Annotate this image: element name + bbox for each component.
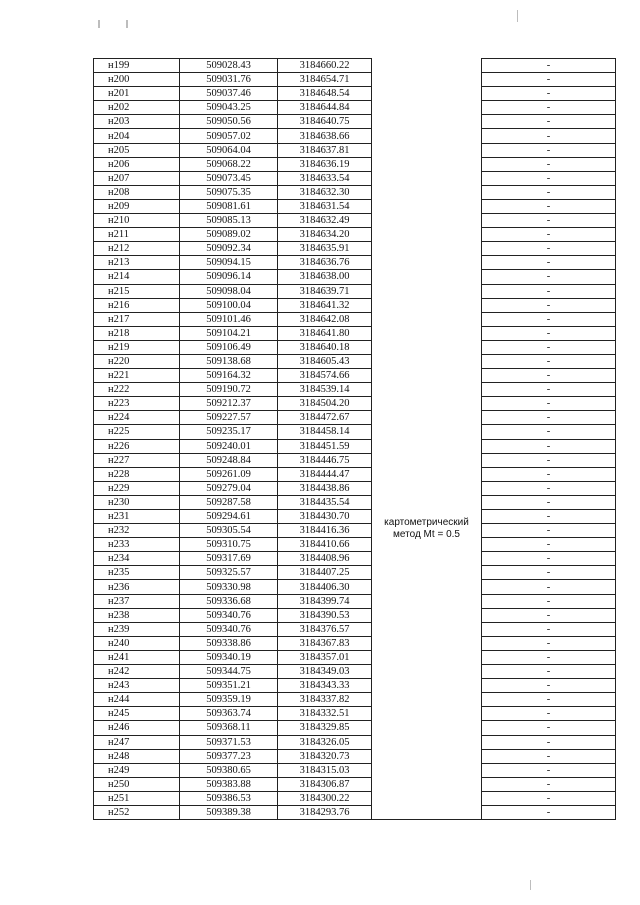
- table-row: [94, 510, 616, 524]
- x-coordinate-cell: 509096.14: [180, 270, 278, 284]
- y-coordinate-cell: 3184574.66: [278, 369, 372, 383]
- table-row: [94, 270, 616, 284]
- note-cell: -: [482, 524, 616, 538]
- x-coordinate-cell: 509336.68: [180, 594, 278, 608]
- table-row: [94, 650, 616, 664]
- x-coordinate-cell: 509085.13: [180, 214, 278, 228]
- note-cell: -: [482, 467, 616, 481]
- note-cell: -: [482, 73, 616, 87]
- table-row: [94, 538, 616, 552]
- y-coordinate-cell: 3184504.20: [278, 397, 372, 411]
- note-cell: -: [482, 552, 616, 566]
- point-number-cell: н230: [94, 495, 180, 509]
- note-cell: -: [482, 594, 616, 608]
- note-cell: -: [482, 59, 616, 73]
- y-coordinate-cell: 3184444.47: [278, 467, 372, 481]
- point-number-cell: н249: [94, 763, 180, 777]
- x-coordinate-cell: 509092.34: [180, 242, 278, 256]
- x-coordinate-cell: 509359.19: [180, 693, 278, 707]
- point-number-cell: н243: [94, 679, 180, 693]
- note-cell: -: [482, 326, 616, 340]
- x-coordinate-cell: 509340.76: [180, 608, 278, 622]
- y-coordinate-cell: 3184446.75: [278, 453, 372, 467]
- table-row: [94, 763, 616, 777]
- x-coordinate-cell: 509351.21: [180, 679, 278, 693]
- note-cell: -: [482, 115, 616, 129]
- y-coordinate-cell: 3184300.22: [278, 791, 372, 805]
- y-coordinate-cell: 3184648.54: [278, 87, 372, 101]
- table-row: [94, 679, 616, 693]
- x-coordinate-cell: 509383.88: [180, 777, 278, 791]
- table-row: [94, 87, 616, 101]
- x-coordinate-cell: 509073.45: [180, 171, 278, 185]
- scan-artifact: [530, 880, 531, 890]
- table-row: [94, 467, 616, 481]
- x-coordinate-cell: 509340.19: [180, 650, 278, 664]
- point-number-cell: н217: [94, 312, 180, 326]
- note-cell: -: [482, 679, 616, 693]
- point-number-cell: н233: [94, 538, 180, 552]
- y-coordinate-cell: 3184638.00: [278, 270, 372, 284]
- note-cell: -: [482, 608, 616, 622]
- x-coordinate-cell: 509363.74: [180, 707, 278, 721]
- point-number-cell: н202: [94, 101, 180, 115]
- note-cell: -: [482, 791, 616, 805]
- table-row: [94, 524, 616, 538]
- table-row: [94, 157, 616, 171]
- x-coordinate-cell: 509212.37: [180, 397, 278, 411]
- y-coordinate-cell: 3184315.03: [278, 763, 372, 777]
- x-coordinate-cell: 509064.04: [180, 143, 278, 157]
- y-coordinate-cell: 3184407.25: [278, 566, 372, 580]
- y-coordinate-cell: 3184435.54: [278, 495, 372, 509]
- point-number-cell: н245: [94, 707, 180, 721]
- note-cell: -: [482, 199, 616, 213]
- x-coordinate-cell: 509028.43: [180, 59, 278, 73]
- scan-artifact: [126, 20, 128, 28]
- point-number-cell: н234: [94, 552, 180, 566]
- table-row: [94, 185, 616, 199]
- method-note-cell: [372, 59, 482, 820]
- scan-artifact: [517, 10, 518, 22]
- x-coordinate-cell: 509340.76: [180, 622, 278, 636]
- point-number-cell: н200: [94, 73, 180, 87]
- x-coordinate-cell: 509261.09: [180, 467, 278, 481]
- table-row: [94, 608, 616, 622]
- x-coordinate-cell: 509287.58: [180, 495, 278, 509]
- table-row: [94, 242, 616, 256]
- point-number-cell: н206: [94, 157, 180, 171]
- point-number-cell: н244: [94, 693, 180, 707]
- x-coordinate-cell: 509075.35: [180, 185, 278, 199]
- note-cell: -: [482, 538, 616, 552]
- y-coordinate-cell: 3184451.59: [278, 439, 372, 453]
- point-number-cell: н216: [94, 298, 180, 312]
- note-cell: -: [482, 171, 616, 185]
- note-cell: -: [482, 665, 616, 679]
- table-row: [94, 495, 616, 509]
- table-row: [94, 214, 616, 228]
- x-coordinate-cell: 509325.57: [180, 566, 278, 580]
- point-number-cell: н207: [94, 171, 180, 185]
- note-cell: -: [482, 510, 616, 524]
- y-coordinate-cell: 3184293.76: [278, 805, 372, 819]
- point-number-cell: н231: [94, 510, 180, 524]
- table-row: [94, 129, 616, 143]
- table-row: [94, 199, 616, 213]
- y-coordinate-cell: 3184472.67: [278, 411, 372, 425]
- table-row: [94, 411, 616, 425]
- scan-artifact: [98, 20, 100, 28]
- table-row: [94, 369, 616, 383]
- y-coordinate-cell: 3184660.22: [278, 59, 372, 73]
- x-coordinate-cell: 509227.57: [180, 411, 278, 425]
- note-cell: -: [482, 143, 616, 157]
- x-coordinate-cell: 509043.25: [180, 101, 278, 115]
- y-coordinate-cell: 3184632.30: [278, 185, 372, 199]
- note-cell: -: [482, 101, 616, 115]
- x-coordinate-cell: 509104.21: [180, 326, 278, 340]
- y-coordinate-cell: 3184654.71: [278, 73, 372, 87]
- point-number-cell: н240: [94, 636, 180, 650]
- x-coordinate-cell: 509068.22: [180, 157, 278, 171]
- point-number-cell: н203: [94, 115, 180, 129]
- table-row: [94, 791, 616, 805]
- note-cell: -: [482, 425, 616, 439]
- table-row: [94, 383, 616, 397]
- note-cell: -: [482, 256, 616, 270]
- point-number-cell: н237: [94, 594, 180, 608]
- x-coordinate-cell: 509164.32: [180, 369, 278, 383]
- y-coordinate-cell: 3184416.36: [278, 524, 372, 538]
- table-row: [94, 749, 616, 763]
- note-cell: -: [482, 481, 616, 495]
- x-coordinate-cell: 509386.53: [180, 791, 278, 805]
- point-number-cell: н212: [94, 242, 180, 256]
- note-cell: -: [482, 439, 616, 453]
- y-coordinate-cell: 3184642.08: [278, 312, 372, 326]
- point-number-cell: н247: [94, 735, 180, 749]
- x-coordinate-cell: 509371.53: [180, 735, 278, 749]
- x-coordinate-cell: 509100.04: [180, 298, 278, 312]
- y-coordinate-cell: 3184390.53: [278, 608, 372, 622]
- x-coordinate-cell: 509057.02: [180, 129, 278, 143]
- point-number-cell: н246: [94, 721, 180, 735]
- note-cell: -: [482, 383, 616, 397]
- y-coordinate-cell: 3184367.83: [278, 636, 372, 650]
- method-note-line2: метод Mt = 0.5: [393, 528, 460, 540]
- y-coordinate-cell: 3184320.73: [278, 749, 372, 763]
- table-row: [94, 594, 616, 608]
- table-row: [94, 101, 616, 115]
- note-cell: -: [482, 411, 616, 425]
- point-number-cell: н221: [94, 369, 180, 383]
- y-coordinate-cell: 3184332.51: [278, 707, 372, 721]
- note-cell: -: [482, 340, 616, 354]
- point-number-cell: н218: [94, 326, 180, 340]
- table-row: [94, 453, 616, 467]
- y-coordinate-cell: 3184406.30: [278, 580, 372, 594]
- note-cell: -: [482, 369, 616, 383]
- y-coordinate-cell: 3184640.75: [278, 115, 372, 129]
- y-coordinate-cell: 3184408.96: [278, 552, 372, 566]
- x-coordinate-cell: 509089.02: [180, 228, 278, 242]
- note-cell: -: [482, 270, 616, 284]
- table-row: [94, 171, 616, 185]
- table-row: [94, 580, 616, 594]
- note-cell: -: [482, 185, 616, 199]
- x-coordinate-cell: 509081.61: [180, 199, 278, 213]
- x-coordinate-cell: 509330.98: [180, 580, 278, 594]
- x-coordinate-cell: 509138.68: [180, 354, 278, 368]
- point-number-cell: н248: [94, 749, 180, 763]
- x-coordinate-cell: 509294.61: [180, 510, 278, 524]
- y-coordinate-cell: 3184633.54: [278, 171, 372, 185]
- point-number-cell: н241: [94, 650, 180, 664]
- point-number-cell: н215: [94, 284, 180, 298]
- point-number-cell: н232: [94, 524, 180, 538]
- point-number-cell: н208: [94, 185, 180, 199]
- point-number-cell: н220: [94, 354, 180, 368]
- table-row: [94, 439, 616, 453]
- note-cell: -: [482, 312, 616, 326]
- y-coordinate-cell: 3184636.19: [278, 157, 372, 171]
- point-number-cell: н227: [94, 453, 180, 467]
- table-row: [94, 636, 616, 650]
- y-coordinate-cell: 3184357.01: [278, 650, 372, 664]
- note-cell: -: [482, 228, 616, 242]
- y-coordinate-cell: 3184634.20: [278, 228, 372, 242]
- point-number-cell: н229: [94, 481, 180, 495]
- table-row: [94, 777, 616, 791]
- note-cell: -: [482, 214, 616, 228]
- note-cell: -: [482, 693, 616, 707]
- x-coordinate-cell: 509279.04: [180, 481, 278, 495]
- y-coordinate-cell: 3184337.82: [278, 693, 372, 707]
- point-number-cell: н252: [94, 805, 180, 819]
- x-coordinate-cell: 509106.49: [180, 340, 278, 354]
- coordinates-table: [93, 58, 616, 820]
- point-number-cell: н242: [94, 665, 180, 679]
- table-row: [94, 566, 616, 580]
- x-coordinate-cell: 509389.38: [180, 805, 278, 819]
- y-coordinate-cell: 3184376.57: [278, 622, 372, 636]
- y-coordinate-cell: 3184641.80: [278, 326, 372, 340]
- table-row: [94, 340, 616, 354]
- note-cell: -: [482, 129, 616, 143]
- note-cell: -: [482, 622, 616, 636]
- table-row: [94, 59, 616, 73]
- point-number-cell: н210: [94, 214, 180, 228]
- y-coordinate-cell: 3184641.32: [278, 298, 372, 312]
- y-coordinate-cell: 3184410.66: [278, 538, 372, 552]
- note-cell: -: [482, 721, 616, 735]
- point-number-cell: н228: [94, 467, 180, 481]
- table-row: [94, 665, 616, 679]
- method-note-line1: картометрический: [384, 516, 469, 528]
- point-number-cell: н219: [94, 340, 180, 354]
- point-number-cell: н205: [94, 143, 180, 157]
- note-cell: -: [482, 284, 616, 298]
- note-cell: -: [482, 354, 616, 368]
- note-cell: -: [482, 566, 616, 580]
- y-coordinate-cell: 3184636.76: [278, 256, 372, 270]
- point-number-cell: н251: [94, 791, 180, 805]
- x-coordinate-cell: 509368.11: [180, 721, 278, 735]
- point-number-cell: н222: [94, 383, 180, 397]
- table-row: [94, 256, 616, 270]
- y-coordinate-cell: 3184640.18: [278, 340, 372, 354]
- note-cell: -: [482, 495, 616, 509]
- note-cell: -: [482, 777, 616, 791]
- y-coordinate-cell: 3184306.87: [278, 777, 372, 791]
- point-number-cell: н236: [94, 580, 180, 594]
- note-cell: -: [482, 735, 616, 749]
- note-cell: -: [482, 707, 616, 721]
- point-number-cell: н239: [94, 622, 180, 636]
- table-row: [94, 73, 616, 87]
- note-cell: -: [482, 580, 616, 594]
- table-row: [94, 298, 616, 312]
- point-number-cell: н204: [94, 129, 180, 143]
- point-number-cell: н250: [94, 777, 180, 791]
- x-coordinate-cell: 509305.54: [180, 524, 278, 538]
- note-cell: -: [482, 453, 616, 467]
- x-coordinate-cell: 509310.75: [180, 538, 278, 552]
- table-row: [94, 805, 616, 819]
- y-coordinate-cell: 3184349.03: [278, 665, 372, 679]
- note-cell: -: [482, 805, 616, 819]
- point-number-cell: н209: [94, 199, 180, 213]
- y-coordinate-cell: 3184635.91: [278, 242, 372, 256]
- table-row: [94, 284, 616, 298]
- y-coordinate-cell: 3184329.85: [278, 721, 372, 735]
- table-row: [94, 721, 616, 735]
- y-coordinate-cell: 3184539.14: [278, 383, 372, 397]
- point-number-cell: н226: [94, 439, 180, 453]
- x-coordinate-cell: 509050.56: [180, 115, 278, 129]
- x-coordinate-cell: 509248.84: [180, 453, 278, 467]
- table-row: [94, 693, 616, 707]
- x-coordinate-cell: 509101.46: [180, 312, 278, 326]
- note-cell: -: [482, 242, 616, 256]
- y-coordinate-cell: 3184399.74: [278, 594, 372, 608]
- point-number-cell: н211: [94, 228, 180, 242]
- point-number-cell: н235: [94, 566, 180, 580]
- table-row: [94, 735, 616, 749]
- note-cell: -: [482, 763, 616, 777]
- y-coordinate-cell: 3184632.49: [278, 214, 372, 228]
- x-coordinate-cell: 509094.15: [180, 256, 278, 270]
- y-coordinate-cell: 3184631.54: [278, 199, 372, 213]
- table-row: [94, 707, 616, 721]
- x-coordinate-cell: 509338.86: [180, 636, 278, 650]
- y-coordinate-cell: 3184639.71: [278, 284, 372, 298]
- point-number-cell: н201: [94, 87, 180, 101]
- note-cell: -: [482, 87, 616, 101]
- x-coordinate-cell: 509235.17: [180, 425, 278, 439]
- x-coordinate-cell: 509380.65: [180, 763, 278, 777]
- table-row: [94, 622, 616, 636]
- table-row: [94, 481, 616, 495]
- y-coordinate-cell: 3184605.43: [278, 354, 372, 368]
- x-coordinate-cell: 509317.69: [180, 552, 278, 566]
- y-coordinate-cell: 3184458.14: [278, 425, 372, 439]
- y-coordinate-cell: 3184644.84: [278, 101, 372, 115]
- point-number-cell: н224: [94, 411, 180, 425]
- x-coordinate-cell: 509240.01: [180, 439, 278, 453]
- point-number-cell: н199: [94, 59, 180, 73]
- note-cell: -: [482, 749, 616, 763]
- y-coordinate-cell: 3184638.66: [278, 129, 372, 143]
- table-row: [94, 228, 616, 242]
- table-row: [94, 312, 616, 326]
- table-row: [94, 115, 616, 129]
- table-row: [94, 397, 616, 411]
- x-coordinate-cell: 509190.72: [180, 383, 278, 397]
- x-coordinate-cell: 509377.23: [180, 749, 278, 763]
- x-coordinate-cell: 509037.46: [180, 87, 278, 101]
- note-cell: -: [482, 157, 616, 171]
- y-coordinate-cell: 3184637.81: [278, 143, 372, 157]
- y-coordinate-cell: 3184430.70: [278, 510, 372, 524]
- y-coordinate-cell: 3184438.86: [278, 481, 372, 495]
- point-number-cell: н214: [94, 270, 180, 284]
- table-row: [94, 552, 616, 566]
- table-row: [94, 326, 616, 340]
- point-number-cell: н225: [94, 425, 180, 439]
- table-row: [94, 143, 616, 157]
- x-coordinate-cell: 509344.75: [180, 665, 278, 679]
- x-coordinate-cell: 509031.76: [180, 73, 278, 87]
- table-row: [94, 354, 616, 368]
- point-number-cell: н238: [94, 608, 180, 622]
- table-row: [94, 425, 616, 439]
- note-cell: -: [482, 650, 616, 664]
- coordinates-table-body: [94, 59, 616, 820]
- y-coordinate-cell: 3184343.33: [278, 679, 372, 693]
- note-cell: -: [482, 298, 616, 312]
- y-coordinate-cell: 3184326.05: [278, 735, 372, 749]
- point-number-cell: н213: [94, 256, 180, 270]
- note-cell: -: [482, 397, 616, 411]
- note-cell: -: [482, 636, 616, 650]
- x-coordinate-cell: 509098.04: [180, 284, 278, 298]
- point-number-cell: н223: [94, 397, 180, 411]
